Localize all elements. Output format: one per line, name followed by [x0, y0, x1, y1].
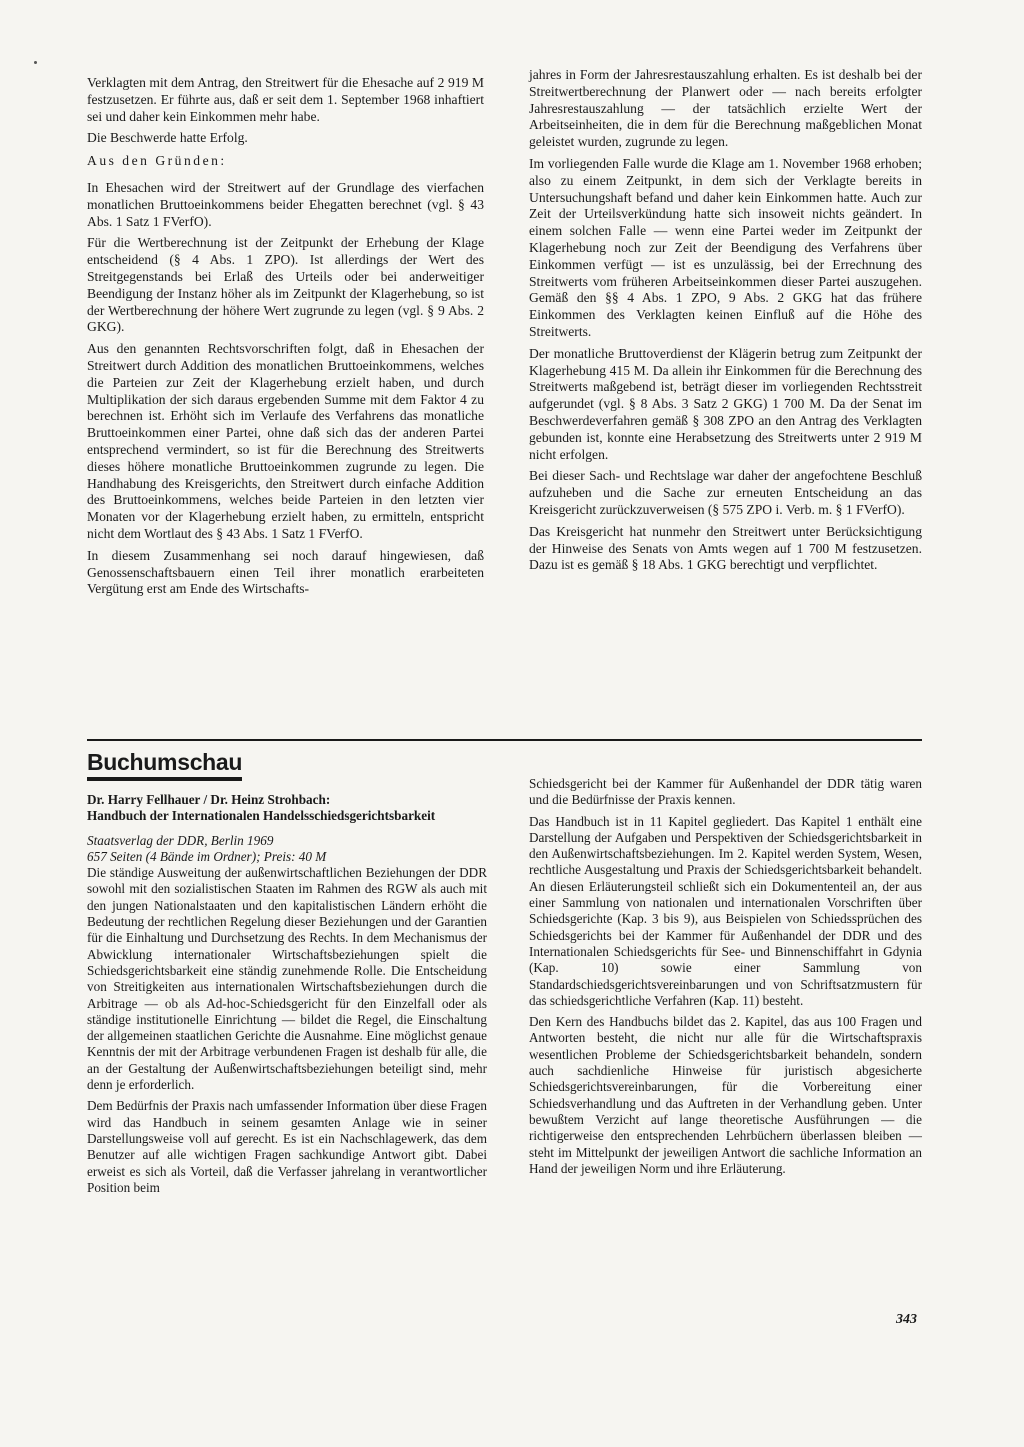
bottom-left-column — [87, 792, 487, 1201]
subheading-aus-den-gruenden: Aus den Gründen: — [87, 153, 227, 169]
paragraph: Im vorliegenden Falle wurde die Klage am 1. November 1968 erhoben; also zu einem Zeitpunkt, in dem sich der Verklagte bereits in Untersuchungshaft befand und daher kein Einkommen hatte. Auch zur Zeit der Urteilsverkündung hatte sich insoweit nichts geändert. In einem solchen Falle — wenn eine Partei weder im Zeitpunkt der Klagerhebung noch zur Zeit der Beendigung des Verfahrens über Einkommen verfügt — ist es unzulässig, bei der Errechnung des Streitwerts vom früheren Arbeitseinkommen dieser Partei auszugehen. Gemäß den §§ 4 Abs. 1 ZPO, 9 Abs. 2 GKG hat das frühere Einkommen des Verklagten keinen Einfluß auf die Höhe des Streitwerts. — [529, 155, 922, 339]
paragraph: Die ständige Ausweitung der außenwirtschaftlichen Beziehungen der DDR sowohl mit den sozialistischen Staaten im Rahmen des RGW als auch mit den jungen Nationalstaaten und den kapitalistischen Ländern erhöht die Bedeutung der rechtlichen Regelung dieser Beziehungen und der Garantien für die Einhaltung und Durchsetzung des Rechts. In dem Mechanismus der Abwicklung internationaler Wirtschaftsbeziehungen spielt die Schiedsgerichtsbarkeit eine ständig zunehmende Rolle. Die Entscheidung von Streitigkeiten aus internationalen Wirtschaftsbeziehungen durch die Arbitrage — ob als Ad-hoc-Schiedsgericht für den Einzelfall oder als ständige institutionelle Einrichtung — bildet die Regel, die Einschaltung der allgemeinen staatlichen Gerichte die Ausnahme. Eine möglichst genaue Kenntnis der mit der Arbitrage verbundenen Fragen ist deshalb für alle, die an der Gestaltung der Außenwirtschaftsbeziehungen beteiligt sind, mehr denn je erforderlich. — [87, 865, 487, 1093]
section-heading — [87, 739, 922, 781]
book-publisher: Staatsverlag der DDR, Berlin 1969 — [87, 832, 274, 848]
page-number: 343 — [896, 1312, 917, 1327]
paragraph: Der monatliche Bruttoverdienst der Klägerin betrug zum Zeitpunkt der Klagerhebung 415 M. Da allein ihr Einkommen für die Berechnung des Streitwerts maßgebend ist, beträgt dieser im vorliegenden Rechtsstreit aufgerundet (vgl. § 8 Abs. 3 Satz 2 GKG) 1 700 M. Da der Senat im Beschwerdeverfahren gemäß § 308 ZPO an den Antrag des Verklagten gebunden ist, konnte eine Herabsetzung des Streitwerts unter 2 919 M nicht erfolgen. — [529, 345, 922, 462]
section-title: Buchumschau — [87, 749, 242, 781]
book-title: Handbuch der Internationalen Handelsschiedsgerichtsbarkeit — [87, 808, 436, 824]
book-authors: Dr. Harry Fellhauer / Dr. Heinz Strohbach: — [87, 792, 331, 807]
paragraph: In diesem Zusammenhang sei noch darauf hingewiesen, daß Genossenschaftsbauern einen Teil ihrer monatlich erarbeiteten Vergütung erst am Ende des Wirtschafts- — [87, 547, 484, 597]
paragraph: Das Handbuch ist in 11 Kapitel gegliedert. Das Kapitel 1 enthält eine Darstellung der Aufgaben und Perspektiven der Schiedsgerichtsbarkeit in den Außenwirtschaftsbeziehungen. Im 2. Kapitel werden System, Wesen, rechtliche Ausgestaltung und Praxis der Schiedsgerichtsbarkeit behandelt. An diesen Erläuterungsteil schließt sich ein Dokumententeil an, der aus einer Sammlung von nationalen und internationalen Vorschriften über Schiedsgerichte (Kap. 3 bis 9), aus Beispielen von Schiedssprüchen des Schiedsgerichts bei der Kammer für Außenhandel der DDR und des Internationalen Schiedsgerichts für See- und Binnenschiffahrt in Gdynia (Kap. 10) sowie einer Sammlung von Standardschiedsgerichtsvereinbarungen und von Schriftsatzmustern für das schiedsgerichtliche Verfahren (Kap. 11) besteht. — [529, 813, 922, 1008]
paragraph: Die Beschwerde hatte Erfolg. — [87, 130, 248, 146]
bottom-right-column — [529, 776, 922, 1182]
paragraph: Bei dieser Sach- und Rechtslage war daher der angefochtene Beschluß aufzuheben und die Sache zur erneuten Entscheidung an das Kreisgericht zurückzuverweisen (§ 575 ZPO i. Verb. m. § 1 FVerfO). — [529, 468, 922, 517]
paragraph: Aus den genannten Rechtsvorschriften folgt, daß in Ehesachen der Streitwert durch Addition des monatlichen Bruttoeinkommens, welches die Parteien zur Zeit der Klagerhebung erzielt haben, und durch Multiplikation der sich daraus ergebenden Summe mit dem Faktor 4 zu berechnen ist. Erhöht sich im Verlaufe des Verfahrens das monatliche Bruttoeinkommen einer Partei, ohne daß sich das der anderen Partei entsprechend vermindert, so ist für die Berechnung des Streitwerts dieses höhere monatliche Bruttoeinkommen zugrunde zu legen. Die Handhabung des Kreisgerichts, den Streitwert durch einfache Addition des Bruttoeinkommens, welches beide Parteien in den letzten vier Monaten vor der Klagerhebung erzielt haben, zu ermitteln, entspricht nicht dem Wortlaut des § 43 Abs. 1 Satz 1 FVerfO. — [87, 341, 484, 541]
paragraph: Dem Bedürfnis der Praxis nach umfassender Information über diese Fragen wird das Handbuch in seinem gesamten Anlage wie in seiner Darstellungsweise voll auf gerecht. Es ist ein Nachschlagewerk, das dem Benutzer auf alle wichtigen Fragen sachkundige Antwort gibt. Dabei erweist es sich als Vorteil, daß die Verfasser jahrelang in verantwortlicher Position beim — [87, 1098, 487, 1195]
paragraph: Schiedsgericht bei der Kammer für Außenhandel der DDR tätig waren und die Bedürfnisse der Praxis kennen. — [529, 776, 922, 808]
top-right-column — [529, 67, 922, 579]
book-details: 657 Seiten (4 Bände im Ordner); Preis: 40 M — [87, 848, 327, 864]
paragraph: Für die Wertberechnung ist der Zeitpunkt der Erhebung der Klage entscheidend (§ 4 Abs. 1 ZPO). Ist allerdings der Wert des Streitgegenstands bei Erlaß des Urteils oder bei anderweitiger Beendigung der Instanz höher als im Zeitpunkt der Klagerhebung, so ist der Wertberechnung der höhere Wert zugrunde zu legen (vgl. § 9 Abs. 2 GKG). — [87, 235, 484, 335]
paragraph: Den Kern des Handbuchs bildet das 2. Kapitel, das aus 100 Fragen und Antworten besteht, die nicht nur alle für die Wirtschaftspraxis wesentlichen Probleme der Schiedsgerichtsbarkeit behandeln, sondern auch sachdienliche Hinweise für juristisch abgesicherte Schiedsgerichtsvereinbarungen, für die Vorbereitung einer Schiedsverhandlung und das Auftreten in der Verhandlung geben. Unter bewußtem Verzicht auf lange theoretische Ausführungen — die richtigerweise den entsprechenden Lehrbüchern überlassen bleiben — steht im Mittelpunkt der jeweiligen Antwort die sachliche Information an Hand der jeweiligen Norm und ihre Erläuterung. — [529, 1014, 922, 1176]
scan-speck — [34, 61, 37, 64]
paragraph: Das Kreisgericht hat nunmehr den Streitwert unter Berücksichtigung der Hinweise des Senats von Amts wegen auf 1 700 M festzusetzen. Dazu ist es gemäß § 18 Abs. 1 GKG berechtigt und verpflichtet. — [529, 523, 922, 573]
top-left-column — [87, 75, 484, 603]
paragraph: In Ehesachen wird der Streitwert auf der Grundlage des vierfachen monatlichen Bruttoeinkommens beider Ehegatten berechnet (vgl. § 43 Abs. 1 Satz 1 FVerfO). — [87, 179, 484, 229]
paragraph: jahres in Form der Jahresrestauszahlung erhalten. Es ist deshalb bei der Streitwertberechnung der Planwert oder — nach bereits erfolgter Jahresrestauszahlung — der tatsächlich erzielte Wert der Arbeitseinheiten, die in dem für die Berechnung maßgeblichen Monat geleistet wurden, zugrunde zu legen. — [529, 67, 922, 150]
paragraph: Verklagten mit dem Antrag, den Streitwert für die Ehesache auf 2 919 M festzusetzen. Er führte aus, daß er seit dem 1. September 1968 inhaftiert sei und daher kein Einkommen mehr habe. — [87, 75, 484, 124]
